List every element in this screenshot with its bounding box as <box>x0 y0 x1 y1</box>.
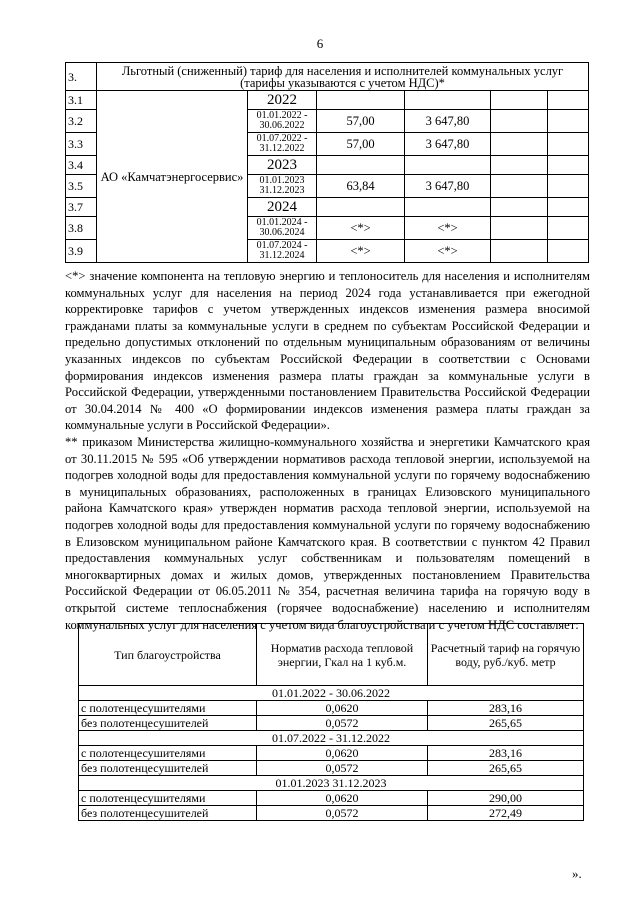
row-number: 3.7 <box>66 198 97 217</box>
period: 01.01.2023 31.12.2023 <box>248 175 317 198</box>
tariff-value: 265,65 <box>428 761 584 776</box>
value-1: <*> <box>317 240 405 263</box>
value-1: 63,84 <box>317 175 405 198</box>
value-1 <box>317 91 405 110</box>
empty-cell <box>491 133 548 156</box>
empty-cell <box>548 175 589 198</box>
organization-name: АО «Камчатэнергосервис» <box>97 91 248 263</box>
value-1 <box>317 156 405 175</box>
empty-cell <box>491 217 548 240</box>
consumption-norm: 0,0620 <box>257 701 428 716</box>
empty-cell <box>548 240 589 263</box>
value-2: <*> <box>405 217 491 240</box>
row-number: 3.4 <box>66 156 97 175</box>
empty-cell <box>548 198 589 217</box>
value-2 <box>405 198 491 217</box>
column-header: Норматив расхода тепловой энергии, Гкал на 1 куб.м. <box>257 624 428 686</box>
empty-cell <box>491 198 548 217</box>
footnote-star: <*> значение компонента на тепловую энергию и теплоноситель для населения и исполнителям коммунальных услуг для населения на период 2024 года устанавливается при ежегодной корректировке тарифов с учетом утвержденных индексов изменения размера вносимой гражданами платы за коммунальные услуги в среднем по субъектам Российской Федерации и предельно допустимых отклонений по отдельным муниципальным образованиям от величины указанных индексов по субъектам Российской Федерации в соответствии с Основами формирования индексов изменения размера платы граждан за коммунальные услуги в Российской Федерации, утвержденными постановлением Правительства Российской Федерации от 30.04.2014 № 400 «О формировании индексов изменения размера платы граждан за коммунальные услуги в Российской Федерации». <box>65 269 590 433</box>
empty-cell <box>548 217 589 240</box>
empty-cell <box>491 110 548 133</box>
period-label: 01.01.2023 31.12.2023 <box>79 776 584 791</box>
period-row <box>79 731 584 746</box>
section-title: Льготный (сниженный) тариф для населения и исполнителей коммунальных услуг (тарифы указываются с учетом НДС)* <box>97 63 589 91</box>
table-row <box>79 701 584 716</box>
table-row <box>79 716 584 731</box>
value-2: <*> <box>405 240 491 263</box>
tariff-value: 283,16 <box>428 746 584 761</box>
period-label: 01.07.2022 - 31.12.2022 <box>79 731 584 746</box>
value-2 <box>405 156 491 175</box>
column-header: Расчетный тариф на горячую воду, руб./куб. метр <box>428 624 584 686</box>
value-1: 57,00 <box>317 110 405 133</box>
row-number: 3.5 <box>66 175 97 198</box>
row-number: 3.3 <box>66 133 97 156</box>
closing-quote: ». <box>572 866 582 881</box>
period-label: 01.01.2022 - 30.06.2022 <box>79 686 584 701</box>
period-row <box>79 776 584 791</box>
empty-cell <box>548 110 589 133</box>
amenity-type: с полотенцесушителями <box>79 791 257 806</box>
amenity-type: без полотенцесушителей <box>79 716 257 731</box>
section-number: 3. <box>66 63 97 91</box>
empty-cell <box>491 240 548 263</box>
consumption-norm: 0,0572 <box>257 761 428 776</box>
column-header: Тип благоустройства <box>79 624 257 686</box>
value-2 <box>405 91 491 110</box>
amenity-type: без полотенцесушителей <box>79 761 257 776</box>
empty-cell <box>548 156 589 175</box>
consumption-norm: 0,0572 <box>257 806 428 821</box>
period: 01.07.2024 - 31.12.2024 <box>248 240 317 263</box>
row-number: 3.8 <box>66 217 97 240</box>
consumption-norm: 0,0572 <box>257 716 428 731</box>
table-row <box>79 761 584 776</box>
value-2: 3 647,80 <box>405 110 491 133</box>
amenity-type: с полотенцесушителями <box>79 701 257 716</box>
period: 01.01.2022 - 30.06.2022 <box>248 110 317 133</box>
empty-cell <box>491 91 548 110</box>
period: 2024 <box>248 198 317 217</box>
consumption-norm: 0,0620 <box>257 746 428 761</box>
header-row <box>79 624 584 686</box>
page-number: 6 <box>316 36 324 51</box>
tariff-table <box>65 62 589 263</box>
row-number: 3.2 <box>66 110 97 133</box>
tariff-value: 272,49 <box>428 806 584 821</box>
period: 01.07.2022 - 31.12.2022 <box>248 133 317 156</box>
empty-cell <box>491 156 548 175</box>
empty-cell <box>548 133 589 156</box>
value-1: <*> <box>317 217 405 240</box>
hot-water-tariff-table <box>78 623 584 821</box>
row-number: 3.9 <box>66 240 97 263</box>
tariff-value: 265,65 <box>428 716 584 731</box>
table-row <box>79 746 584 761</box>
amenity-type: с полотенцесушителями <box>79 746 257 761</box>
consumption-norm: 0,0620 <box>257 791 428 806</box>
tariff-value: 283,16 <box>428 701 584 716</box>
row-number: 3.1 <box>66 91 97 110</box>
value-1: 57,00 <box>317 133 405 156</box>
tariff-value: 290,00 <box>428 791 584 806</box>
value-2: 3 647,80 <box>405 133 491 156</box>
empty-cell <box>491 175 548 198</box>
period: 2022 <box>248 91 317 110</box>
section-header-row <box>66 63 589 91</box>
table-row <box>66 91 589 110</box>
value-2: 3 647,80 <box>405 175 491 198</box>
empty-cell <box>548 91 589 110</box>
period: 01.01.2024 - 30.06.2024 <box>248 217 317 240</box>
footnote-double-star: ** приказом Министерства жилищно-коммунального хозяйства и энергетики Камчатского края от 30.11.2015 № 595 «Об утверждении нормативов расхода тепловой энергии, используемой на подогрев холодной воды для предоставления коммунальной услуги по горячему водоснабжению в муниципальных образованиях, расположенных в границах Елизовского муниципального района Камчатского края» утвержден норматив расхода тепловой энергии, используемой на подогрев холодной воды для предоставления коммунальной услуги по горячему водоснабжению в Елизовском муниципальном районе Камчатского края. В соответствии с пунктом 42 Правил предоставления коммунальных услуг собственникам и пользователям помещений в многоквартирных домах и жилых домов, утвержденных постановлением Правительства Российской Федерации от 06.05.2011 № 354, расчетная величина тарифа на горячую воду в открытой системе теплоснабжения (горячее водоснабжение) населению и исполнителям коммунальных услуг для населения с учетом вида благоустройства и с учетом НДС составляет: <box>65 435 590 632</box>
period: 2023 <box>248 156 317 175</box>
value-1 <box>317 198 405 217</box>
table-row <box>79 806 584 821</box>
table-row <box>79 791 584 806</box>
period-row <box>79 686 584 701</box>
amenity-type: без полотенцесушителей <box>79 806 257 821</box>
